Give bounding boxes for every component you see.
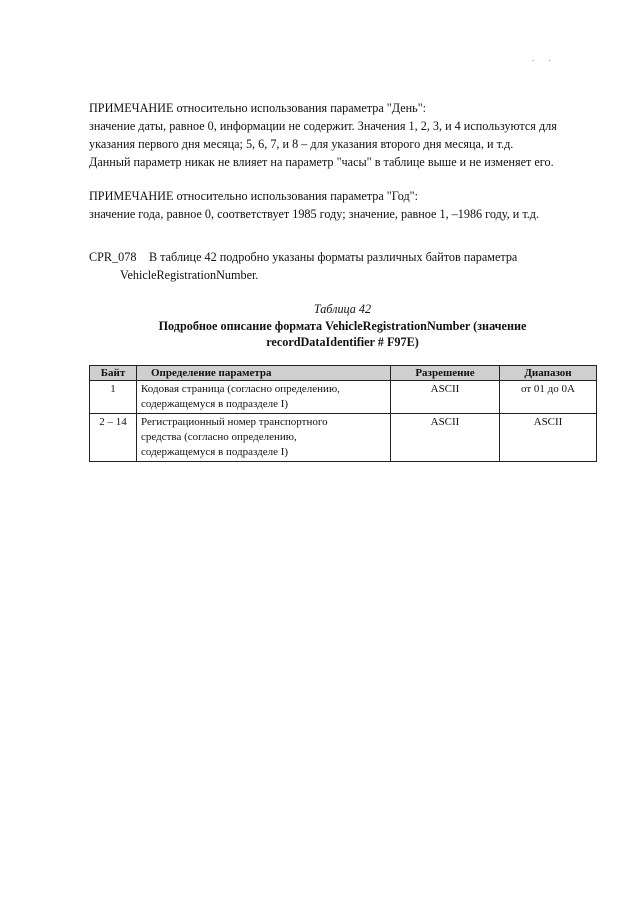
format-table [89,365,597,462]
cell-definition [137,414,391,462]
cell-range: ASCII [500,414,597,462]
table-header-row [90,366,597,381]
cell-definition-line: содержащемуся в подразделе I) [141,446,289,458]
note-year-heading: ПРИМЕЧАНИЕ относительно использования параметра "Год": [89,189,419,203]
corner-marks: . . [532,53,557,63]
cell-resolution: ASCII [391,414,500,462]
cell-definition [137,381,391,414]
table-title [89,318,596,350]
table-title-line: recordDataIdentifier # F97E) [266,335,419,349]
note-day [89,99,609,171]
note-day-line: значение даты, равное 0, информации не содержит. Значения 1, 2, 3, и 4 используются для [89,119,557,133]
cpr-continuation: VehicleRegistrationNumber. [120,268,259,282]
header-byte: Байт [90,366,137,381]
note-day-line: Данный параметр никак не влияет на параметр "часы" в таблице выше и не изменяет его. [89,155,554,169]
note-year-line: значение года, равное 0, соответствует 1985 году; значение, равное 1, –1986 году, и т.д. [89,207,540,221]
cell-byte: 1 [90,381,137,414]
table-row [90,414,597,462]
table-title-line: Подробное описание формата VehicleRegistrationNumber (значение [158,319,527,333]
note-day-heading: ПРИМЕЧАНИЕ относительно использования параметра "День": [89,101,427,115]
cell-range: от 01 до 0A [500,381,597,414]
header-definition: Определение параметра [137,366,391,381]
header-range: Диапазон [500,366,597,381]
cell-definition-line: Регистрационный номер транспортного [141,416,328,428]
note-day-line: указания первого дня месяца; 5, 6, 7, и 8 – для указания второго дня месяца, и т.д. [89,137,514,151]
cell-definition-line: Кодовая страница (согласно определению, [141,383,340,395]
header-resolution: Разрешение [391,366,500,381]
cpr-paragraph [89,248,517,284]
table-caption: Таблица 42 [313,302,372,316]
cell-byte: 2 – 14 [90,414,137,462]
cpr-id: CPR_078 [89,250,137,264]
cell-resolution: ASCII [391,381,500,414]
note-year [89,187,609,223]
cpr-text: В таблице 42 подробно указаны форматы различных байтов параметра [149,250,518,264]
cell-definition-line: средства (согласно определению, [141,431,297,443]
cell-definition-line: содержащемуся в подразделе I) [141,398,289,410]
table-row [90,381,597,414]
